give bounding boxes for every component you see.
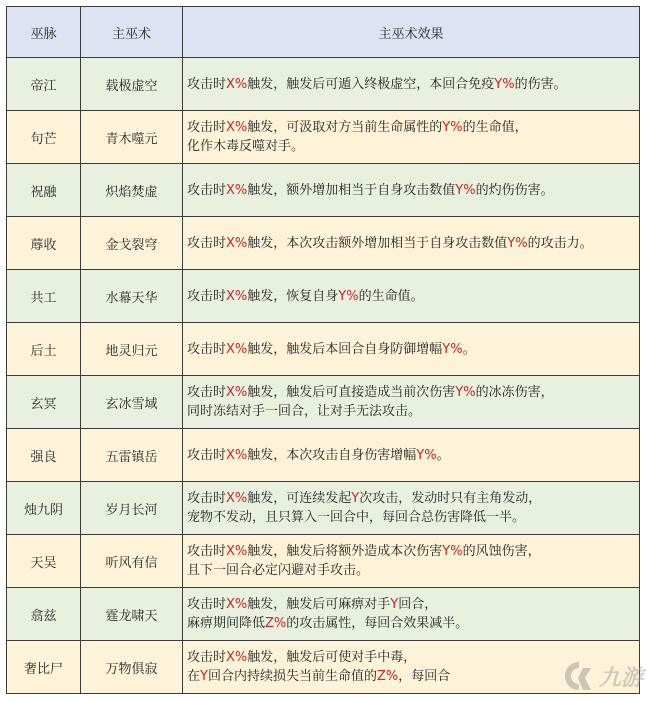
cell-spell: 青木噬元: [81, 111, 183, 164]
table-row: [7, 323, 640, 376]
cell-vein: 天吴: [7, 535, 81, 588]
effect-text: 麻痹期间降低: [187, 616, 266, 631]
effect-text: 。: [436, 447, 450, 463]
effect-variable: X%: [226, 597, 248, 612]
cell-spell: 金戈裂穹: [81, 217, 183, 270]
cell-spell: 万物俱寂: [81, 641, 183, 694]
cell-effect: [183, 217, 640, 270]
cell-spell: 地灵归元: [81, 323, 183, 376]
cell-vein: 共工: [7, 270, 81, 323]
effect-text: 攻击时: [187, 76, 227, 92]
effect-variable: Y: [351, 491, 360, 506]
effect-variable: Z%: [265, 616, 287, 631]
effect-variable: Y%: [416, 447, 437, 463]
cell-effect: [183, 270, 640, 323]
effect-text: 触发，触发后将额外造成本次伤害: [247, 544, 443, 559]
effect-variable: Y: [200, 669, 208, 684]
effect-text: 攻击时: [187, 491, 227, 506]
cell-effect: [183, 376, 640, 429]
effect-line: [187, 234, 639, 253]
watermark-text: 九游: [598, 665, 643, 691]
cell-spell: 水幕天华: [81, 270, 183, 323]
header-spell: 主巫术: [81, 7, 183, 58]
effect-line: [187, 489, 639, 508]
header-effect: 主巫术效果: [183, 7, 640, 58]
effect-text: 攻击时: [187, 182, 227, 198]
effect-text: 触发，触发后可遁入终极虚空，本回合免疫: [247, 76, 495, 92]
effect-text: 回合内持续损失当前生命值的: [207, 669, 377, 684]
effect-line: [187, 340, 639, 359]
cell-spell: 岁月长河: [81, 482, 183, 535]
cell-vein: 句芒: [7, 111, 81, 164]
effect-variable: X%: [226, 182, 248, 198]
effect-line: [187, 75, 639, 94]
cell-effect: [183, 111, 640, 164]
cell-vein: 帝江: [7, 58, 81, 111]
effect-text: 次攻击，发动时只有主角发动，: [359, 491, 542, 506]
effect-variable: Y: [390, 597, 399, 612]
table-row: [7, 270, 640, 323]
effect-text: 同时冻结对手一回合，让对手无法攻击。: [187, 404, 422, 419]
table-row: [7, 217, 640, 270]
effect-variable: Y%: [442, 120, 463, 135]
effect-line: [187, 446, 639, 465]
effect-variable: Y%: [442, 341, 463, 357]
table-body: [7, 58, 640, 694]
effect-variable: Y%: [507, 235, 528, 251]
effect-variable: X%: [226, 235, 248, 251]
cell-spell: 五雷镇岳: [81, 429, 183, 482]
effect-text: 且下一回合必定闪避对手攻击。: [187, 563, 370, 578]
effect-text: 攻击时: [187, 235, 227, 251]
effect-text: 攻击时: [187, 288, 227, 304]
effect-text: 宠物不发动，且只算入一回合中，每回合总伤害降低一半。: [187, 510, 526, 525]
effect-line: [187, 181, 639, 200]
effect-variable: Y%: [455, 182, 476, 198]
effect-text: 触发，可汲取对方当前生命属性的: [247, 120, 443, 135]
effect-text: 攻击时: [187, 597, 227, 612]
cell-effect: [183, 588, 640, 641]
effect-text: 的伤害。: [514, 76, 567, 92]
effect-line: [187, 595, 639, 614]
effect-text: 的攻击属性，每回合效果减半。: [286, 616, 469, 631]
effect-text: 触发，额外增加相当于自身攻击数值: [247, 182, 456, 198]
cell-vein: 烛九阴: [7, 482, 81, 535]
cell-spell: 霆龙啸天: [81, 588, 183, 641]
effect-text: 攻击时: [187, 341, 227, 357]
effect-variable: X%: [226, 385, 248, 400]
cell-effect: [183, 58, 640, 111]
effect-variable: Y%: [455, 385, 476, 400]
effect-variable: X%: [226, 544, 248, 559]
cell-vein: 翕兹: [7, 588, 81, 641]
cell-vein: 蓐收: [7, 217, 81, 270]
effect-variable: X%: [226, 76, 248, 92]
watermark: [531, 656, 643, 696]
effect-text: 触发，触发后可使对手中毒，: [247, 650, 417, 665]
cell-vein: 强良: [7, 429, 81, 482]
cell-spell: 载极虚空: [81, 58, 183, 111]
cell-spell: 听风有信: [81, 535, 183, 588]
effect-variable: Y%: [494, 76, 515, 92]
cell-vein: 后土: [7, 323, 81, 376]
cell-effect: [183, 482, 640, 535]
effect-line: [187, 118, 639, 137]
effect-text: 在: [187, 669, 201, 684]
effect-text: 攻击时: [187, 544, 227, 559]
cell-spell: 炽焰焚虚: [81, 164, 183, 217]
effect-line: [187, 383, 639, 402]
table-row: [7, 588, 640, 641]
cell-effect: [183, 323, 640, 376]
effect-text: 触发，触发后可直接造成当前次伤害: [247, 385, 456, 400]
effect-variable: X%: [226, 650, 248, 665]
effect-text: 的攻击力。: [527, 235, 593, 251]
effect-text: 触发，可连续发起: [247, 491, 352, 506]
effect-line: [187, 614, 639, 633]
effect-text: 攻击时: [187, 385, 227, 400]
header-vein: 巫脉: [7, 7, 81, 58]
cell-effect: [183, 164, 640, 217]
effect-variable: X%: [226, 341, 248, 357]
effect-variable: X%: [226, 288, 248, 304]
table-row: [7, 164, 640, 217]
effect-variable: X%: [226, 120, 248, 135]
effect-line: [187, 508, 639, 527]
table-row: [7, 376, 640, 429]
header-row: [7, 7, 640, 58]
table-row: [7, 58, 640, 111]
cell-effect: [183, 429, 640, 482]
table-row: [7, 429, 640, 482]
effect-text: 化作木毒反噬对手。: [187, 139, 305, 154]
cell-vein: 奢比尸: [7, 641, 81, 694]
spell-table: [6, 6, 640, 694]
effect-line: [187, 287, 639, 306]
effect-text: 触发，触发后可麻痹对手: [247, 597, 391, 612]
effect-text: 触发，触发后本回合自身防御增幅: [247, 341, 443, 357]
effect-text: 回合，: [398, 597, 438, 612]
effect-text: 的冰冻伤害，: [475, 385, 554, 400]
cell-spell: 玄冰雪域: [81, 376, 183, 429]
effect-text: 触发，本次攻击自身伤害增幅: [247, 447, 417, 463]
effect-variable: X%: [226, 447, 248, 463]
effect-text: 触发，本次攻击额外增加相当于自身攻击数值: [247, 235, 508, 251]
cell-effect: [183, 535, 640, 588]
effect-line: [187, 561, 639, 580]
effect-text: 触发，恢复自身: [247, 288, 339, 304]
effect-text: 攻击时: [187, 447, 227, 463]
effect-text: 。: [462, 341, 476, 357]
effect-line: [187, 542, 639, 561]
effect-variable: Y%: [442, 544, 463, 559]
table-row: [7, 535, 640, 588]
table-row: [7, 111, 640, 164]
effect-variable: X%: [226, 491, 248, 506]
effect-text: 的风蚀伤害，: [462, 544, 541, 559]
effect-text: ，每回合: [398, 669, 451, 684]
effect-line: [187, 402, 639, 421]
effect-text: 的灼伤伤害。: [475, 182, 554, 198]
effect-text: 攻击时: [187, 650, 227, 665]
cell-vein: 玄冥: [7, 376, 81, 429]
effect-variable: Z%: [376, 669, 399, 684]
table-row: [7, 482, 640, 535]
jiuyou-logo-icon: [561, 658, 597, 694]
effect-text: 的生命值，: [462, 120, 528, 135]
effect-variable: Y%: [338, 288, 359, 304]
cell-vein: 祝融: [7, 164, 81, 217]
effect-text: 的生命值。: [358, 288, 424, 304]
effect-text: 攻击时: [187, 120, 227, 135]
effect-line: [187, 137, 639, 156]
